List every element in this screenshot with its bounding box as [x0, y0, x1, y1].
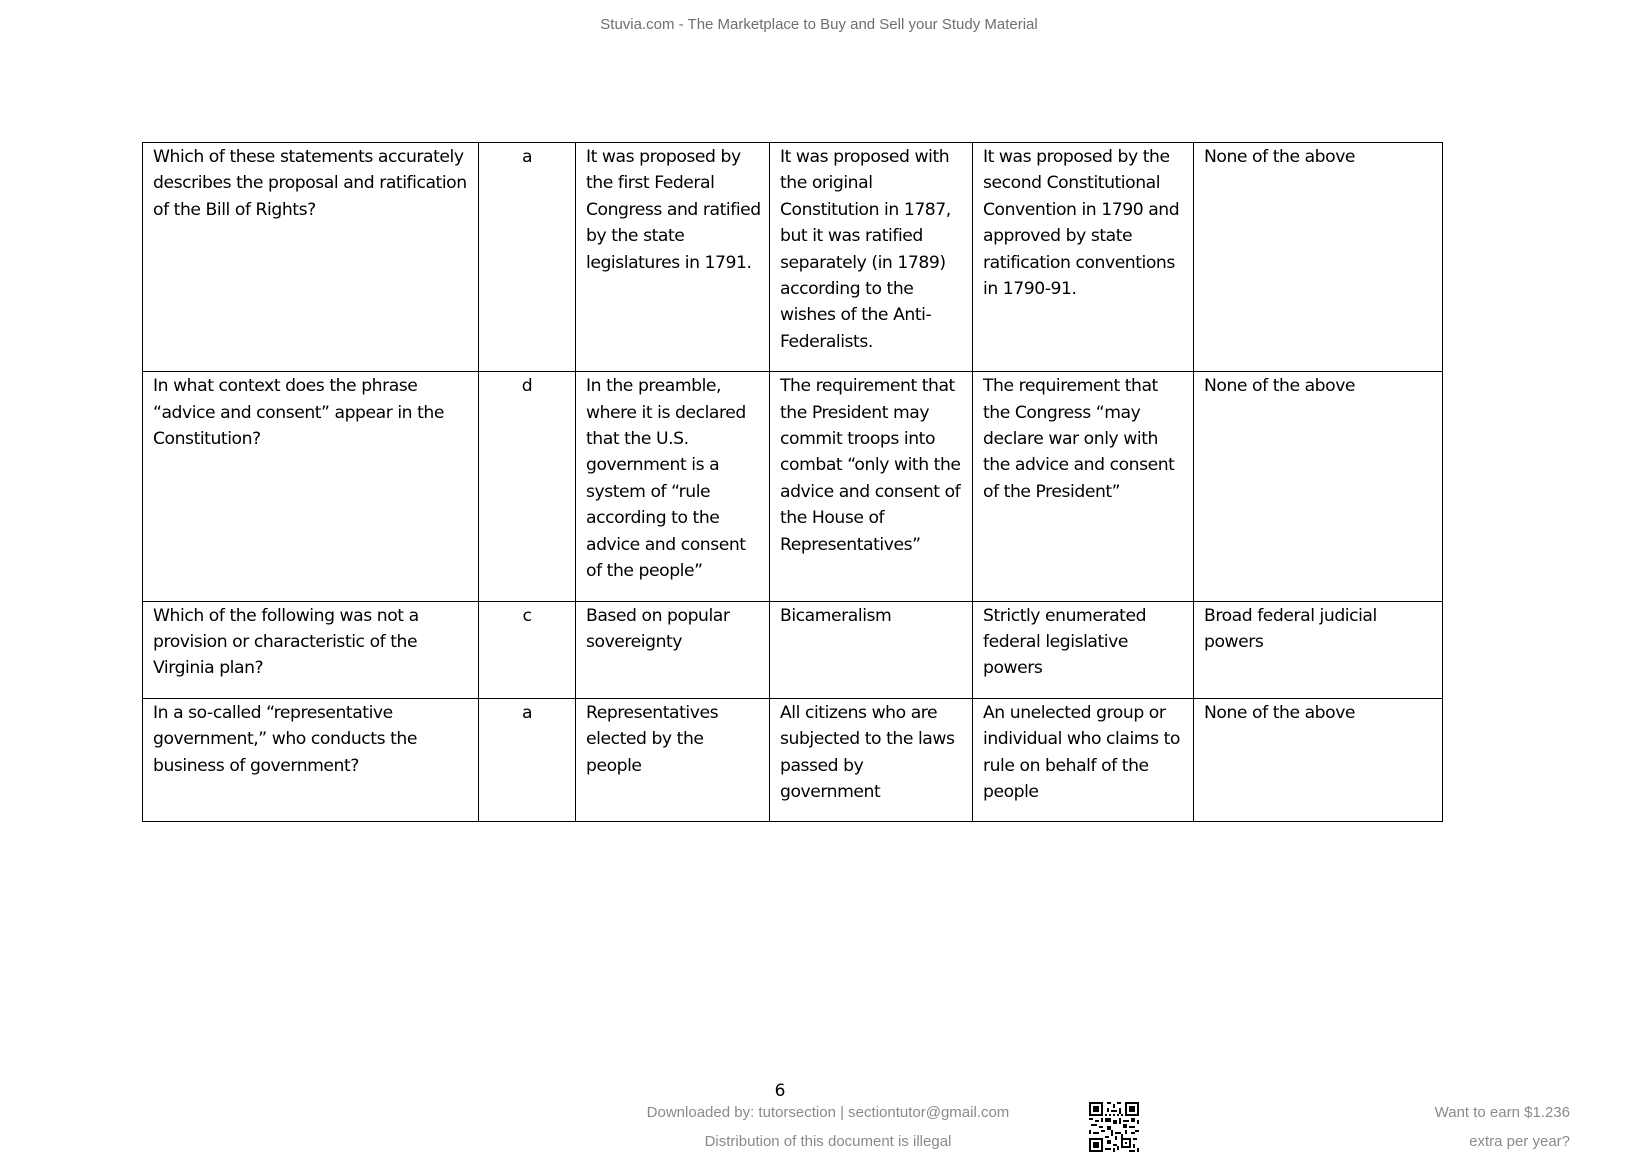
answer-cell: a — [479, 698, 576, 822]
option-a-cell: Based on popular sovereignty — [576, 601, 770, 698]
option-c-cell: Strictly enumerated federal legislative powers — [973, 601, 1194, 698]
answer-cell: a — [479, 143, 576, 372]
option-b-cell: It was proposed with the original Constitution in 1787, but it was ratified separately (in 1789) according to the wishes of the Anti-Federalists. — [770, 143, 973, 372]
question-cell: In a so-called “representative government,” who conducts the business of government? — [143, 698, 479, 822]
question-cell: Which of these statements accurately describes the proposal and ratification of the Bill of Rights? — [143, 143, 479, 372]
qr-code-icon[interactable] — [1089, 1102, 1139, 1152]
page-number: 6 — [774, 1081, 786, 1101]
option-c-cell: It was proposed by the second Constitutional Convention in 1790 and approved by state ratification conventions in 1790-91. — [973, 143, 1194, 372]
question-cell: In what context does the phrase “advice and consent” appear in the Constitution? — [143, 372, 479, 601]
distribution-notice: Distribution of this document is illegal — [704, 1133, 952, 1150]
option-d-cell: None of the above — [1194, 372, 1443, 601]
question-cell: Which of the following was not a provision or characteristic of the Virginia plan? — [143, 601, 479, 698]
answer-cell: c — [479, 601, 576, 698]
option-d-cell: Broad federal judicial powers — [1194, 601, 1443, 698]
quiz-table — [142, 142, 1443, 822]
option-a-cell: Representatives elected by the people — [576, 698, 770, 822]
option-b-cell: All citizens who are subjected to the laws passed by government — [770, 698, 973, 822]
option-c-cell: An unelected group or individual who claims to rule on behalf of the people — [973, 698, 1194, 822]
answer-cell: d — [479, 372, 576, 601]
option-b-cell: The requirement that the President may commit troops into combat “only with the advice and consent of the House of Representatives” — [770, 372, 973, 601]
table-row — [143, 698, 1443, 822]
option-c-cell: The requirement that the Congress “may declare war only with the advice and consent of the President” — [973, 372, 1194, 601]
option-b-cell: Bicameralism — [770, 601, 973, 698]
table-row — [143, 143, 1443, 372]
earn-promo-line-1[interactable]: Want to earn $1.236 — [1434, 1104, 1570, 1121]
header-site-text: Stuvia.com - The Marketplace to Buy and Sell your Study Material — [600, 16, 1038, 33]
option-d-cell: None of the above — [1194, 698, 1443, 822]
earn-promo-line-2[interactable]: extra per year? — [1469, 1133, 1570, 1150]
table-row — [143, 601, 1443, 698]
option-a-cell: In the preamble, where it is declared that the U.S. government is a system of “rule according to the advice and consent of the people” — [576, 372, 770, 601]
download-info: Downloaded by: tutorsection | sectiontutor@gmail.com — [646, 1104, 1010, 1121]
option-d-cell: None of the above — [1194, 143, 1443, 372]
table-row — [143, 372, 1443, 601]
option-a-cell: It was proposed by the first Federal Congress and ratified by the state legislatures in 1791. — [576, 143, 770, 372]
